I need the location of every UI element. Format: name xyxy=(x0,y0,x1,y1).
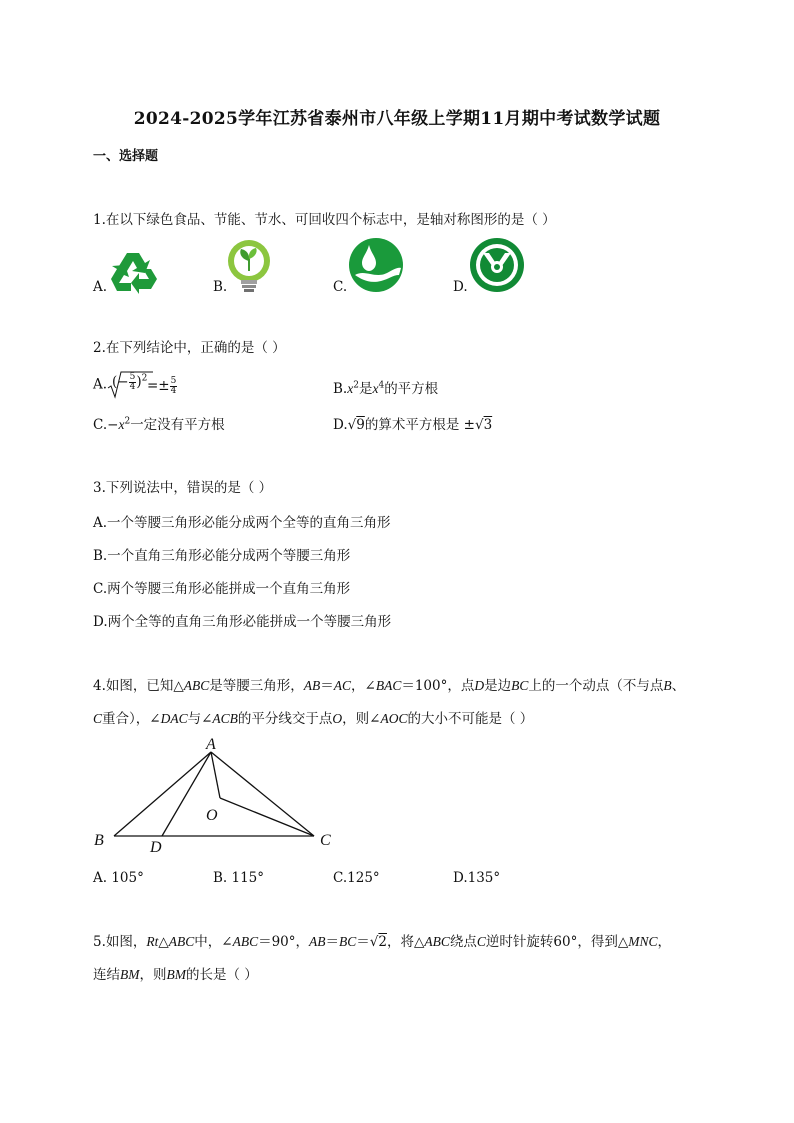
option-d-label: D. xyxy=(453,279,468,295)
question-4-option-b: B. 115° xyxy=(213,870,265,886)
option-b-label: B. xyxy=(213,279,228,295)
question-3-option-b: B.一个直角三角形必能分成两个等腰三角形 xyxy=(93,548,351,564)
question-5-line-2: 连结BM，则BM的长是（ ） xyxy=(93,967,258,983)
question-4-option-d: D.135° xyxy=(453,870,501,886)
question-1-options xyxy=(93,237,733,295)
point-label-o: O xyxy=(206,807,218,824)
vertex-label-b: B xyxy=(94,832,104,849)
question-2-option-d: D.√9的算术平方根是 ±√3 xyxy=(333,417,493,433)
question-3-option-a: A.一个等腰三角形必能分成两个全等的直角三角形 xyxy=(93,515,391,531)
point-label-d: D xyxy=(150,839,162,856)
recycle-icon xyxy=(105,249,161,297)
question-3-option-d: D.两个全等的直角三角形必能拼成一个等腰三角形 xyxy=(93,614,392,630)
option-label: A. xyxy=(93,376,108,393)
question-4-line-1: 4.如图，已知△ABC是等腰三角形，AB＝AC，∠BAC＝100°，点D是边BC上的一个动点（不与点B、 xyxy=(93,678,686,694)
green-food-icon xyxy=(469,237,525,293)
question-2-stem: 2.在下列结论中，正确的是（ ） xyxy=(93,340,286,356)
question-3-stem: 3.下列说法中，错误的是（ ） xyxy=(93,480,273,496)
option-c-label: C. xyxy=(333,279,348,295)
question-4-line-2: C重合），∠DAC与∠ACB的平分线交于点O，则∠AOC的大小不可能是（ ） xyxy=(93,711,534,727)
vertex-label-a: A xyxy=(206,736,216,753)
question-2-option-a-expr: (− $\frac{5}{4}$ )$^2$ xyxy=(112,372,148,392)
lightbulb-leaf-icon xyxy=(225,239,273,295)
vertex-label-c: C xyxy=(320,832,331,849)
water-drop-icon xyxy=(347,237,405,293)
question-2-option-a-result: =± $\frac{5}{4}$ xyxy=(147,376,177,396)
question-4-option-c: C.125° xyxy=(333,870,380,886)
question-3-option-c: C.两个等腰三角形必能拼成一个直角三角形 xyxy=(93,581,351,597)
question-1-stem: 1.在以下绿色食品、节能、节水、可回收四个标志中，是轴对称图形的是（ ） xyxy=(93,212,556,228)
triangle-figure xyxy=(88,730,348,860)
question-2-option-c: $C.-x^2$一定没有平方根 xyxy=(93,416,225,433)
page-title: 2024-2025学年江苏省泰州市八年级上学期11月期中考试数学试题 xyxy=(133,109,661,129)
question-2-option-b: $B.x^2$是$x^4$的平方根 xyxy=(333,380,439,397)
question-5-line-1: 5.如图，Rt△ABC中，∠ABC＝90°，AB＝BC＝√2，将△ABC绕点C逆时针旋转60°，得到△MNC， xyxy=(93,934,671,950)
section-heading: 一、选择题 xyxy=(93,149,159,164)
question-4-option-a: A. 105° xyxy=(93,870,144,886)
option-a-label: A. xyxy=(93,279,108,295)
fraction: $\frac{5}{4}$ xyxy=(129,372,136,392)
